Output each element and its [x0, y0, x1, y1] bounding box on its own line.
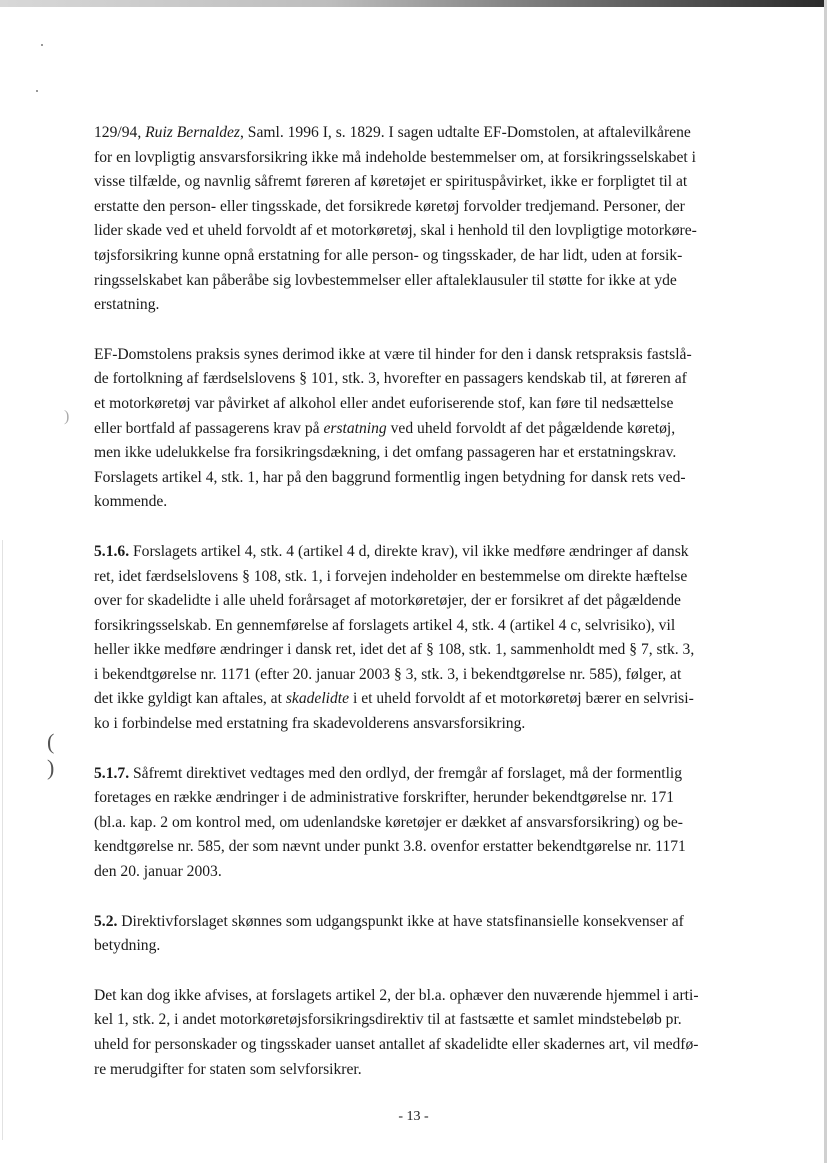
text-line	[94, 146, 752, 171]
emphasis-text: erstatning	[323, 419, 387, 437]
text-line	[94, 786, 752, 811]
text-line	[94, 441, 752, 466]
text-line	[94, 589, 752, 614]
text-line	[94, 712, 752, 737]
text-run: lider skade ved et uheld forvoldt af et motorkøretøj, skal i henhold til den lovpligtige motorkøre-	[94, 222, 697, 240]
text-line	[94, 269, 752, 294]
text-run: tøjsforsikring kunne opnå erstatning for alle person- og tingsskader, de har lidt, uden at forsik-	[94, 246, 683, 264]
scan-speck	[41, 44, 43, 46]
punch-hole-mark: ( )	[47, 729, 55, 780]
text-run: ret, idet færdselslovens § 108, stk. 1, i forvejen indeholder en bestemmelse om direkte hæftelse	[94, 567, 688, 585]
text-line	[94, 638, 752, 663]
text-run: heller ikke medføre ændringer i dansk ret, idet det af § 108, stk. 1, sammenholdt med § 7, stk. 3,	[94, 641, 695, 659]
text-line	[94, 121, 752, 146]
text-run: den 20. januar 2003.	[94, 863, 222, 881]
text-run: eller bortfald af passagerens krav på	[94, 419, 324, 437]
text-run: Direktivforslaget skønnes som udgangspunkt ikke at have statsfinansielle konsekvenser af	[117, 912, 684, 930]
text-run: 129/94,	[94, 124, 146, 141]
text-line	[94, 367, 752, 392]
text-run: visse tilfælde, og navnlig såfremt føreren af køretøjet er spirituspåvirket, ikke er forpligtet til at	[94, 173, 688, 191]
text-line	[94, 687, 752, 712]
text-run: ved uheld forvoldt af det pågældende køretøj,	[386, 419, 676, 437]
text-run: re merudgifter for staten som selvforsikrer.	[94, 1060, 362, 1078]
text-run: de fortolkning af færdselslovens § 101, stk. 3, hvorefter en passagers kendskab til, at føreren af	[94, 370, 687, 388]
text-line	[94, 1008, 752, 1033]
paragraph	[94, 762, 752, 885]
text-line	[94, 466, 752, 491]
paragraph	[94, 910, 752, 959]
text-line	[94, 417, 752, 442]
text-line	[94, 565, 752, 590]
text-line	[94, 860, 752, 885]
text-run: det ikke gyldigt kan aftales, at	[94, 690, 286, 708]
paragraph	[94, 343, 752, 515]
text-run: kendtgørelse nr. 585, der som nævnt under punkt 3.8. ovenfor erstatter bekendtgørelse nr. 1171	[94, 838, 686, 856]
section-number: 5.2.	[94, 912, 118, 930]
text-run: Forslagets artikel 4, stk. 1, har på den baggrund formentlig ingen betydning for dansk rets ved-	[94, 468, 686, 486]
text-line	[94, 293, 752, 318]
text-line	[94, 762, 752, 787]
text-run: forsikringsselskab. En gennemførelse af forslagets artikel 4, stk. 4 (artikel 4 c, selvrisiko), vil	[94, 616, 676, 634]
scan-left-edge	[2, 540, 3, 1140]
text-run: men ikke udelukkelse fra forsikringsdækning, i det omfang passageren har et erstatningskrav.	[94, 444, 677, 462]
text-line	[94, 663, 752, 688]
paragraph	[94, 540, 752, 737]
text-run: i et uheld forvoldt af et motorkøretøj bærer en selvrisi-	[349, 690, 694, 708]
page-number: - 13 -	[398, 1109, 429, 1124]
text-line	[94, 984, 752, 1009]
document-body	[94, 121, 752, 1107]
text-run: ko i forbindelse med erstatning fra skadevolderens ansvarsforsikring.	[94, 715, 526, 733]
scan-speck	[36, 90, 38, 92]
text-run: , Saml. 1996 I, s. 1829. I sagen udtalte EF-Domstolen, at aftalevilkårene	[239, 124, 691, 141]
text-run: uheld for personskader og tingsskader uanset antallet af skadelidte eller skadernes art, vil medfø-	[94, 1036, 699, 1053]
paragraph	[94, 984, 752, 1082]
text-run: ringsselskabet kan påberåbe sig lovbestemmelser eller aftaleklausuler til støtte for ikke at yde	[94, 271, 677, 289]
text-run: over for skadelidte i alle uheld forårsaget af motorkøretøjer, der er forsikret af det pågældende	[94, 592, 681, 610]
text-line	[94, 910, 752, 935]
scan-edge-mark: )	[64, 408, 70, 425]
text-line	[94, 540, 752, 565]
text-run: kel 1, stk. 2, i andet motorkøretøjsforsikringsdirektiv til at fastsætte et samlet mindstebeløb pr.	[94, 1011, 682, 1029]
emphasis-text: skadelidte	[285, 690, 350, 708]
text-run: foretages en række ændringer i de administrative forskrifter, herunder bekendtgørelse nr. 171	[94, 789, 675, 807]
text-run: EF-Domstolens praksis synes derimod ikke at være til hinder for den i dansk retspraksis fastslå-	[94, 345, 692, 363]
text-line	[94, 1033, 752, 1058]
text-line	[94, 170, 752, 195]
scan-top-edge	[0, 0, 827, 7]
text-line	[94, 835, 752, 860]
text-run: betydning.	[94, 937, 161, 955]
emphasis-text: Ruiz Bernaldez	[145, 124, 240, 141]
text-line	[94, 490, 752, 515]
text-line	[94, 343, 752, 368]
text-run: for en lovpligtig ansvarsforsikring ikke må indeholde bestemmelser om, at forsikringsselskabet i	[94, 148, 696, 166]
text-line	[94, 614, 752, 639]
text-line	[94, 219, 752, 244]
text-run: Såfremt direktivet vedtages med den ordlyd, der fremgår af forslaget, må der formentlig	[129, 764, 683, 782]
text-run: kommende.	[94, 493, 168, 511]
text-run: Det kan dog ikke afvises, at forslagets artikel 2, der bl.a. ophæver den nuværende hjemmel i arti-	[94, 986, 699, 1004]
text-run: (bl.a. kap. 2 om kontrol med, om udenlandske køretøjer er dækket af ansvarsforsikring) og be-	[94, 813, 683, 831]
text-run: i bekendtgørelse nr. 1171 (efter 20. januar 2003 § 3, stk. 3, i bekendtgørelse nr. 585), følger, at	[94, 665, 682, 683]
text-run: erstatning.	[94, 296, 160, 314]
text-line	[94, 811, 752, 836]
text-line	[94, 934, 752, 959]
text-run: erstatte den person- eller tingsskade, det forsikrede køretøj forvolder tredjemand. Personer, der	[94, 197, 685, 215]
text-line	[94, 244, 752, 269]
section-number: 5.1.6.	[94, 542, 130, 560]
paragraph	[94, 121, 752, 318]
text-line	[94, 1058, 752, 1083]
text-line	[94, 195, 752, 220]
text-line	[94, 392, 752, 417]
text-run: Forslagets artikel 4, stk. 4 (artikel 4 d, direkte krav), vil ikke medføre ændringer af dansk	[129, 542, 689, 560]
text-run: et motorkøretøj var påvirket af alkohol eller andet euforiserende stof, kan føre til nedsættelse	[94, 394, 674, 412]
section-number: 5.1.7.	[94, 764, 130, 782]
